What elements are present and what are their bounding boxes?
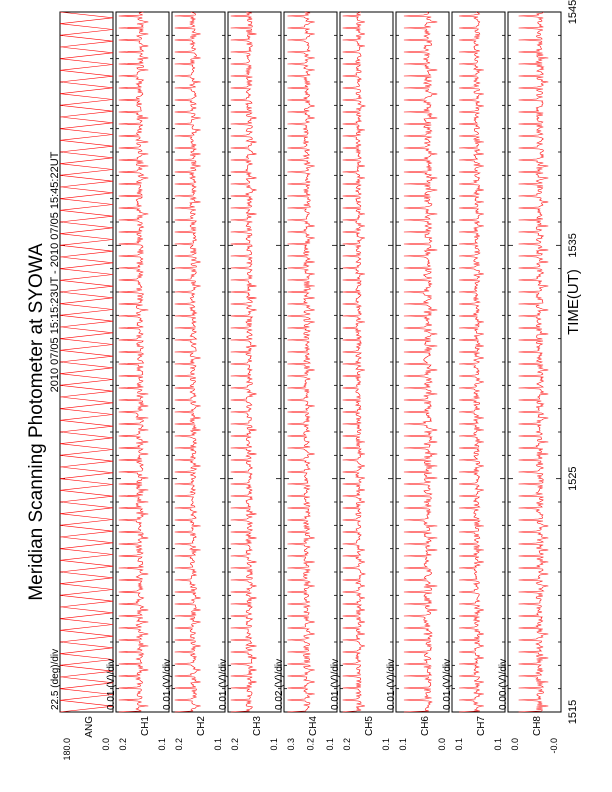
y-tick-label: 0.0 bbox=[101, 738, 111, 751]
y-tick-label: 0.1 bbox=[325, 738, 335, 751]
panel-scale-label: 0.01 (V)/div bbox=[330, 658, 341, 710]
x-tick-label: 1515 bbox=[567, 699, 579, 725]
y-tick-label: 0.1 bbox=[213, 738, 223, 751]
panel-scale-label: 0.01 (V)/div bbox=[162, 658, 173, 710]
panel-channel-label: CH8 bbox=[532, 716, 543, 737]
panel-scale-label: 0.02 (V)/div bbox=[274, 658, 285, 710]
y-tick-label: 0.1 bbox=[454, 738, 464, 751]
panel-channel-label: ANG bbox=[84, 716, 95, 738]
y-tick-label: 180.0 bbox=[62, 738, 72, 761]
y-tick-label: 0.2 bbox=[230, 738, 240, 751]
panel-scale-label: 0.01 (V)/div bbox=[442, 658, 453, 710]
y-tick-label: 0.1 bbox=[493, 738, 503, 751]
panel-channel-label: CH4 bbox=[308, 716, 319, 737]
panel-scale-label: 0.01 (V)/div bbox=[106, 658, 117, 710]
panel-scale-label: 0.01 (V)/div bbox=[386, 658, 397, 710]
panel-channel-label: CH3 bbox=[252, 716, 263, 737]
y-tick-label: -0.0 bbox=[549, 738, 559, 754]
panel-channel-label: CH5 bbox=[364, 716, 375, 737]
y-tick-label: 0.2 bbox=[174, 738, 184, 751]
y-tick-label: 0.1 bbox=[398, 738, 408, 751]
y-tick-label: 0.1 bbox=[269, 738, 279, 751]
y-tick-label: 0.2 bbox=[342, 738, 352, 751]
y-tick-label: 0.0 bbox=[510, 738, 520, 751]
x-tick-label: 1535 bbox=[567, 233, 579, 258]
y-tick-label: 0.1 bbox=[381, 738, 391, 751]
chart-subtitle: 2010 07/05 15:15:23UT - 2010 07/05 15:45:22UT bbox=[49, 151, 61, 393]
panel-channel-label: CH1 bbox=[140, 716, 151, 737]
panel-scale-label: 0.00 (V)/div bbox=[498, 658, 509, 710]
x-axis-label: TIME(UT) bbox=[565, 269, 582, 335]
x-tick-label: 1525 bbox=[567, 466, 579, 491]
y-tick-label: 0.2 bbox=[118, 738, 128, 751]
y-tick-label: 0.2 bbox=[305, 738, 316, 751]
panel-channel-label: CH6 bbox=[420, 716, 431, 737]
x-tick-label: 1545 bbox=[567, 0, 579, 25]
panel-channel-label: CH2 bbox=[196, 716, 207, 737]
panel-channel-label: CH7 bbox=[476, 716, 487, 737]
y-tick-label: 0.1 bbox=[157, 738, 167, 751]
y-tick-label: 0.3 bbox=[286, 738, 296, 751]
y-tick-label: 0.0 bbox=[437, 738, 447, 751]
chart-title: Meridian Scanning Photometer at SYOWA bbox=[26, 243, 47, 601]
panel-scale-label: 22.5 (deg)/div bbox=[50, 648, 61, 710]
panel-scale-label: 0.01 (V)/div bbox=[218, 658, 229, 710]
